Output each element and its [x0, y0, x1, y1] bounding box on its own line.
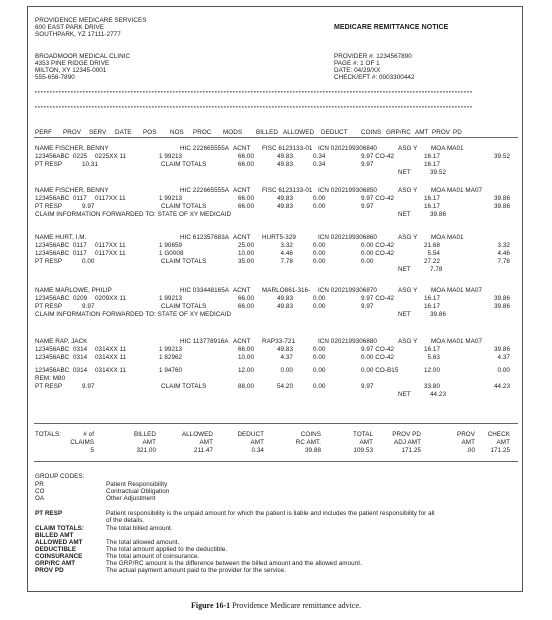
totals-value: .00	[466, 447, 475, 454]
prov-paid: 0.00	[497, 367, 510, 374]
coins-group-code: 9.97 CO-42	[361, 295, 395, 302]
group-code-description: Contractual Obligation	[106, 488, 170, 495]
totals-header: ALLOWED	[181, 431, 213, 438]
totals-header: COINS	[300, 431, 321, 438]
notice-title: MEDICARE REMITTANCE NOTICE	[334, 24, 449, 31]
pt-resp-value: 9.97	[82, 383, 95, 390]
billed-amount: 12.00	[237, 367, 254, 374]
totals-header: DEDUCT	[237, 431, 264, 438]
column-header: PROC	[193, 129, 212, 136]
divider	[34, 423, 518, 424]
serv-date-pos: 0225XX 11	[95, 153, 127, 160]
patient-name: NAME RAP, JACK	[35, 338, 88, 345]
icn-number: ICN 0202199306840	[318, 145, 377, 152]
grp-amount: 5.63	[427, 354, 440, 361]
account-number: MARLO861-316-	[262, 287, 311, 294]
page-number: PAGE #: 1 OF 1	[334, 60, 380, 67]
totals-value: 109.53	[353, 447, 373, 454]
coins-group-code: 9.97 CO-42	[361, 153, 395, 160]
patient-name: NAME FISCHER, BENNY	[35, 187, 109, 194]
glossary-definition: The total allowed amount.	[106, 539, 180, 546]
check-number: CHECK/EFT #: 0003300442	[334, 74, 415, 81]
grp-amount: 16.17	[423, 195, 440, 202]
claim-paid-total: 39.86	[493, 303, 510, 310]
claim-amt-total: 33.80	[423, 383, 440, 390]
totals-value: 211.47	[193, 447, 213, 454]
totals-header: ADJ AMT	[394, 439, 421, 446]
pt-resp-value: 10.31	[82, 161, 99, 168]
claim-forwarded-note: CLAIM INFORMATION FORWARDED TO: STATE OF XY MEDICAID	[35, 311, 232, 318]
claim-coins-total: 9.97	[361, 203, 374, 210]
assignment: ASG Y	[398, 145, 418, 152]
glossary-definition: The total amount of coinsurance.	[106, 553, 200, 560]
claim-coins-total: 9.97	[361, 383, 374, 390]
serv-date-pos: 0117XX 11	[95, 195, 126, 202]
claim-coins-total: 0.00	[361, 258, 374, 265]
glossary-term: PT RESP	[35, 510, 63, 517]
proc-code: 1 G0008	[159, 250, 184, 257]
coins-group-code: 0.00 CO-42	[361, 242, 395, 249]
assignment: ASG Y	[398, 234, 418, 241]
net-label: NET	[398, 391, 411, 398]
prov-paid: 39.52	[493, 153, 510, 160]
serv-date: 0209	[73, 295, 88, 302]
prov-paid: 39.86	[493, 346, 510, 353]
patient-name: NAME FISCHER, BENNY	[35, 145, 109, 152]
group-code: OA	[35, 495, 45, 502]
allowed-amount: 4.37	[280, 354, 293, 361]
icn-number: ICN 0202199306870	[318, 287, 377, 294]
deduct-amount: 0.00	[313, 295, 326, 302]
group-code: PR	[35, 481, 44, 488]
pt-resp-label: PT RESP	[35, 258, 63, 265]
column-header: NOS	[170, 129, 184, 136]
moa-codes: MOA MA01	[431, 145, 464, 152]
account-number: FISC 6123133-01	[262, 187, 313, 194]
column-header: SERV	[89, 129, 107, 136]
totals-header: PROV PD	[392, 431, 421, 438]
acnt-label: ACNT	[233, 187, 251, 194]
claim-deduct-total: 0.00	[313, 203, 326, 210]
column-header: DEDUCT	[321, 129, 348, 136]
coins-group-code: 0.00 CO-42	[361, 250, 395, 257]
claim-coins-total: 9.97	[361, 161, 374, 168]
claim-deduct-total: 0.00	[313, 258, 326, 265]
proc-code: 1 99213	[159, 295, 183, 302]
claim-paid-total: 44.23	[493, 383, 510, 390]
figure-caption-text: Providence Medicare remittance advice.	[232, 601, 361, 610]
net-label: NET	[398, 311, 411, 318]
glossary-term: COINSURANCE	[35, 553, 83, 560]
serv-date-pos: 0314XX 11	[95, 367, 127, 374]
totals-header: AMT	[250, 439, 264, 446]
pt-resp-label: PT RESP	[35, 161, 63, 168]
claim-billed-total: 88.00	[237, 383, 254, 390]
claim-paid-total: 7.78	[497, 258, 510, 265]
pt-resp-value: 9.97	[82, 203, 95, 210]
glossary-term: GRP/RC AMT	[35, 560, 76, 567]
claim-deduct-total: 0.00	[313, 303, 326, 310]
group-code: CO	[35, 488, 45, 495]
column-header: PD	[453, 129, 462, 136]
proc-code: 1 99213	[159, 153, 183, 160]
serv-date-pos: 0209XX 11	[95, 295, 127, 302]
claim-allowed-total: 49.83	[276, 203, 293, 210]
allowed-amount: 49.83	[276, 346, 293, 353]
totals-header: CHECK	[487, 431, 510, 438]
totals-header: AMT	[461, 439, 475, 446]
net-label: NET	[398, 169, 411, 176]
column-header: ALLOWED	[283, 129, 315, 136]
claim-totals-label: CLAIM TOTALS	[161, 258, 207, 265]
account-number: RAP33-721	[262, 338, 296, 345]
claim-totals-label: CLAIM TOTALS	[161, 383, 207, 390]
assignment: ASG Y	[398, 187, 418, 194]
perf-prov: 123456ABC	[35, 153, 70, 160]
patient-name: NAME HURT, I.M.	[35, 234, 87, 241]
acnt-label: ACNT	[233, 338, 251, 345]
claim-billed-total: 66.00	[237, 303, 254, 310]
moa-codes: MOA MA01 MA07	[431, 287, 483, 294]
claim-billed-total: 66.00	[237, 161, 254, 168]
allowed-amount: 3.32	[280, 242, 293, 249]
glossary-definition: The GRP/RC amount is the difference between the billed amount and the allowed amount.	[106, 560, 362, 567]
perf-prov: 123456ABC	[35, 354, 70, 361]
column-header: COINS	[361, 129, 382, 136]
totals-value: 0.34	[251, 447, 264, 454]
payer-name: PROVIDENCE MEDICARE SERVICES	[35, 17, 147, 24]
prov-paid: 4.46	[497, 250, 510, 257]
billed-amount: 10.00	[237, 250, 254, 257]
icn-number: ICN 0202199306860	[318, 234, 377, 241]
glossary-definition: Patient responsibility is the unpaid amount for which the patient is liable and includes the patient responsibility for all	[106, 510, 435, 517]
billed-amount: 25.00	[237, 242, 254, 249]
account-number: FISC 6123133-01	[262, 145, 313, 152]
claim-paid-total: 39.86	[493, 203, 510, 210]
column-header: PROV	[432, 129, 451, 136]
deduct-amount: 0.00	[313, 195, 326, 202]
claim-amt-total: 16.17	[423, 203, 440, 210]
deduct-amount: 0.00	[313, 354, 326, 361]
group-codes-title: GROUP CODES:	[35, 473, 85, 480]
prov-paid: 3.32	[497, 242, 510, 249]
moa-codes: MOA MA01 MA07	[431, 187, 483, 194]
prov-paid: 39.86	[493, 195, 510, 202]
hic-number: HIC 612357683A	[180, 234, 230, 241]
column-header: PERF	[35, 129, 52, 136]
column-header: DATE	[115, 129, 132, 136]
group-code-description: Other Adjustment	[106, 495, 156, 502]
provider-address-line2: MILTON, XY 12345-0001	[35, 67, 107, 74]
column-header: PROV	[63, 129, 82, 136]
totals-header: PROV	[456, 431, 475, 438]
divider	[34, 461, 518, 462]
billed-amount: 66.00	[237, 195, 254, 202]
totals-value: 171.25	[401, 447, 421, 454]
billed-amount: 66.00	[237, 295, 254, 302]
coins-group-code: 0.00 CO-42	[361, 354, 395, 361]
grp-amount: 5.54	[427, 250, 440, 257]
billed-amount: 66.00	[237, 346, 254, 353]
net-value: 39.86	[430, 311, 447, 318]
pt-resp-label: PT RESP	[35, 203, 63, 210]
glossary-term: DEDUCTIBLE	[35, 546, 77, 553]
icn-number: ICN 0202199306880	[318, 338, 377, 345]
totals-value: 5	[90, 447, 94, 454]
claim-totals-label: CLAIM TOTALS	[161, 203, 207, 210]
deduct-amount: 0.00	[313, 242, 326, 249]
pt-resp-value: 0.00	[82, 258, 95, 265]
serv-date-pos: 0117XX 11	[95, 242, 126, 249]
grp-amount: 16.17	[423, 153, 440, 160]
grp-amount: 16.17	[423, 346, 440, 353]
prov-paid: 4.37	[497, 354, 510, 361]
deduct-amount: 0.00	[313, 250, 326, 257]
deduct-amount: 0.34	[313, 153, 326, 160]
claim-totals-label: CLAIM TOTALS	[161, 303, 207, 310]
net-label: NET	[398, 211, 411, 218]
claim-billed-total: 35.00	[237, 258, 254, 265]
glossary-definition: The actual payment amount paid to the provider for the service.	[106, 567, 286, 574]
billed-amount: 66.00	[237, 153, 254, 160]
claim-amt-total: 27.22	[423, 258, 440, 265]
provider-address-line1: 4353 PINE RIDGE DRIVE	[35, 60, 110, 67]
column-header: AMT	[415, 129, 429, 136]
figure-caption	[0, 601, 552, 610]
pt-resp-label: PT RESP	[35, 383, 63, 390]
divider	[34, 137, 518, 138]
serv-date-pos: 0117XX 11	[95, 250, 126, 257]
claim-allowed-total: 49.83	[276, 161, 293, 168]
net-value: 7.78	[430, 266, 443, 273]
claim-amt-total: 16.17	[423, 161, 440, 168]
glossary-term: ALLOWED AMT	[35, 539, 83, 546]
acnt-label: ACNT	[233, 234, 251, 241]
prov-paid: 39.86	[493, 295, 510, 302]
coins-group-code: 0.00 CO-B15	[361, 367, 399, 374]
column-header: MODS	[223, 129, 243, 136]
serv-date: 0314	[73, 354, 88, 361]
glossary-definition: of the details.	[106, 517, 145, 524]
totals-value: 171.25	[490, 447, 510, 454]
payer-address-line2: SOUTHPARK, YZ 17111-2777	[35, 31, 121, 38]
allowed-amount: 4.46	[280, 250, 293, 257]
column-header: POS	[143, 129, 157, 136]
provider-phone: 555-656-7890	[35, 74, 75, 81]
proc-code: 1 99213	[159, 195, 183, 202]
proc-code: 1 99213	[159, 346, 183, 353]
claim-amt-total: 16.17	[423, 303, 440, 310]
assignment: ASG Y	[398, 287, 418, 294]
claim-forwarded-note: CLAIM INFORMATION FORWARDED TO: STATE OF XY MEDICAID	[35, 211, 232, 218]
deduct-amount: 0.00	[313, 367, 326, 374]
grp-amount: 12.00	[423, 367, 440, 374]
assignment: ASG Y	[398, 338, 418, 345]
moa-codes: MOA MA01	[431, 234, 464, 241]
serv-date-pos: 0314XX 11	[95, 346, 127, 353]
moa-codes: MOA MA01 MA07	[431, 338, 483, 345]
perf-prov: 123456ABC	[35, 250, 70, 257]
hic-number: HIC 222665555A	[180, 145, 230, 152]
totals-header: AMT	[199, 439, 213, 446]
deduct-amount: 0.00	[313, 346, 326, 353]
figure-label: Figure 16-1	[190, 601, 231, 610]
claim-totals-label: CLAIM TOTALS	[161, 161, 207, 168]
allowed-amount: 0.00	[280, 367, 293, 374]
totals-header: # of	[83, 431, 94, 438]
claim-coins-total: 9.97	[361, 303, 374, 310]
glossary-definition: The total amount applied to the deductible.	[106, 546, 228, 553]
totals-label: TOTALS:	[35, 431, 62, 438]
patient-name: NAME MARLOWE, PHILIP	[35, 287, 112, 294]
net-label: NET	[398, 266, 411, 273]
serv-date: 0117	[73, 195, 87, 202]
glossary-term: BILLED AMT	[35, 532, 74, 539]
totals-header: AMT	[359, 439, 373, 446]
provider-name: BROADMOOR MEDICAL CLINIC	[35, 53, 131, 60]
separator-stars: **************************************************************************************************************************************************	[34, 91, 473, 97]
net-value: 39.52	[430, 169, 447, 176]
allowed-amount: 49.83	[276, 195, 293, 202]
net-value: 44.23	[430, 391, 447, 398]
net-value: 39.86	[430, 211, 447, 218]
hic-number: HIC 222665555A	[180, 187, 230, 194]
icn-number: ICN 0202199306850	[318, 187, 377, 194]
coins-group-code: 9.97 CO-42	[361, 195, 395, 202]
grp-amount: 21.68	[423, 242, 440, 249]
provider-number: PROVIDER #: 1234567890	[334, 53, 412, 60]
serv-date: 0314	[73, 346, 88, 353]
serv-date-pos: 0314XX 11	[95, 354, 127, 361]
remark-code: REM: M80	[35, 375, 66, 382]
column-header: BILLED	[256, 129, 279, 136]
totals-header: RC AMT.	[295, 439, 321, 446]
grp-amount: 16.17	[423, 295, 440, 302]
perf-prov: 123456ABC	[35, 195, 70, 202]
totals-value: 39.88	[304, 447, 321, 454]
proc-code: 1 94760	[159, 367, 183, 374]
totals-header: TOTAL	[353, 431, 373, 438]
proc-code: 1 82962	[159, 354, 183, 361]
remittance-notice	[27, 6, 523, 592]
glossary-term: PROV PD	[35, 567, 64, 574]
glossary-term: CLAIM TOTALS:	[35, 525, 85, 532]
hic-number: HIC 033448165A	[180, 287, 230, 294]
totals-header: AMT	[142, 439, 156, 446]
totals-header: CLAIMS	[70, 439, 94, 446]
separator-stars: **************************************************************************************************************************************************	[34, 106, 473, 112]
claim-deduct-total: 0.34	[313, 161, 326, 168]
serv-date: 0117	[73, 250, 87, 257]
acnt-label: ACNT	[233, 145, 251, 152]
pt-resp-label: PT RESP	[35, 303, 63, 310]
claim-allowed-total: 54.20	[276, 383, 293, 390]
totals-header: AMT	[496, 439, 510, 446]
allowed-amount: 49.83	[276, 295, 293, 302]
serv-date: 0225	[73, 153, 88, 160]
notice-date: DATE: 04/29/XX	[334, 67, 381, 74]
pt-resp-value: 9.97	[82, 303, 95, 310]
serv-date: 0117	[73, 242, 87, 249]
acnt-label: ACNT	[233, 287, 251, 294]
column-header: GRP/RC	[386, 129, 411, 136]
totals-header: BILLED	[133, 431, 156, 438]
glossary-definition: The total billed amount.	[106, 525, 173, 532]
proc-code: 1 90659	[159, 242, 183, 249]
claim-deduct-total: 0.00	[313, 383, 326, 390]
claim-allowed-total: 7.78	[280, 258, 293, 265]
payer-address-line1: 600 EAST PARK DRIVE	[35, 24, 104, 31]
claim-billed-total: 66.00	[237, 203, 254, 210]
totals-value: 321.00	[136, 447, 156, 454]
perf-prov: 123456ABC	[35, 295, 70, 302]
allowed-amount: 49.83	[276, 153, 293, 160]
serv-date: 0314	[73, 367, 88, 374]
account-number: HURT5-329	[262, 234, 296, 241]
perf-prov: 123456ABC	[35, 242, 70, 249]
group-code-description: Patient Responsibility	[106, 481, 168, 488]
perf-prov: 123456ABC	[35, 346, 70, 353]
billed-amount: 10.00	[237, 354, 254, 361]
claim-allowed-total: 49.83	[276, 303, 293, 310]
perf-prov: 123456ABC	[35, 367, 70, 374]
hic-number: HIC 113778916A	[180, 338, 229, 345]
coins-group-code: 9.97 CO-42	[361, 346, 395, 353]
